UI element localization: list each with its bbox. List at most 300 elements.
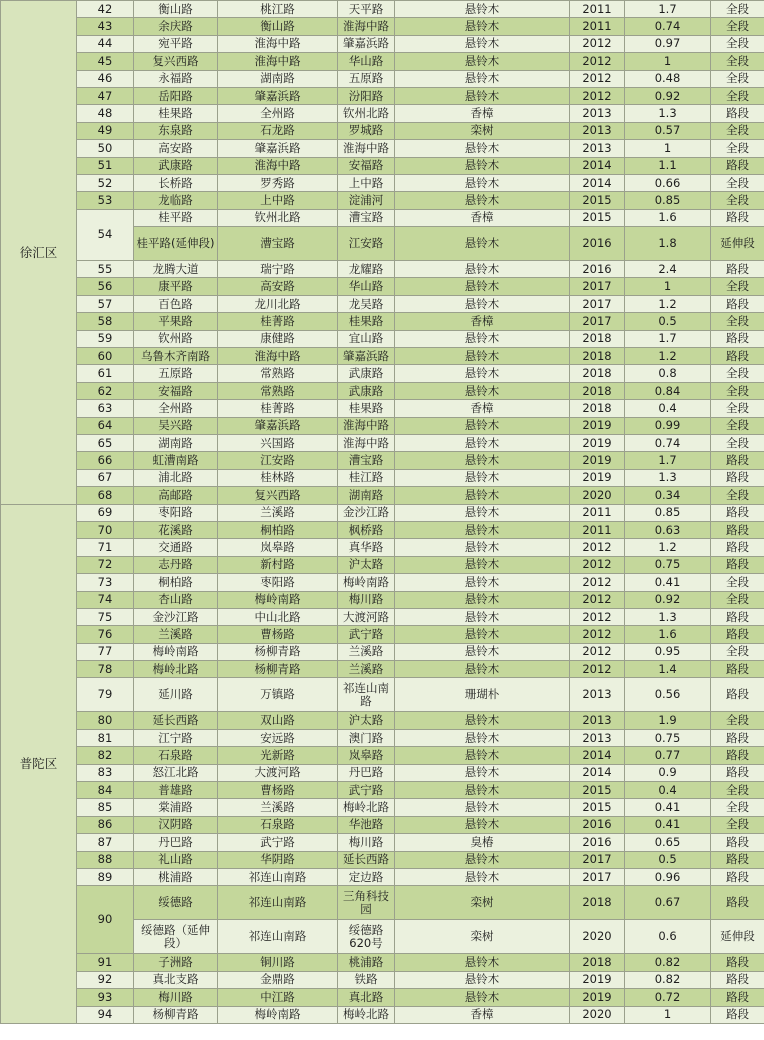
- tree-species-cell: 悬铃木: [395, 989, 570, 1006]
- row-number-cell: 45: [77, 53, 134, 70]
- start-road-cell: 常熟路: [218, 382, 338, 399]
- road-name-cell: 复兴西路: [134, 53, 218, 70]
- year-cell: 2012: [570, 539, 625, 556]
- segment-type-cell: 路段: [711, 469, 764, 486]
- segment-type-cell: 全段: [711, 1, 764, 18]
- table-row: [1, 851, 764, 868]
- end-road-cell: 肇嘉浜路: [338, 35, 395, 52]
- table-row: [1, 365, 764, 382]
- end-road-cell: 武宁路: [338, 782, 395, 799]
- length-km-cell: 0.75: [625, 729, 711, 746]
- tree-species-cell: 悬铃木: [395, 382, 570, 399]
- road-name-cell: 花溪路: [134, 521, 218, 538]
- row-number-cell: 62: [77, 382, 134, 399]
- tree-species-cell: 臭椿: [395, 834, 570, 851]
- segment-type-cell: 全段: [711, 574, 764, 591]
- end-road-cell: 丹巴路: [338, 764, 395, 781]
- row-number-cell: 80: [77, 712, 134, 729]
- length-km-cell: 0.74: [625, 434, 711, 451]
- length-km-cell: 0.66: [625, 174, 711, 191]
- road-name-cell: 梅岭南路: [134, 643, 218, 660]
- tree-species-cell: 悬铃木: [395, 330, 570, 347]
- year-cell: 2012: [570, 53, 625, 70]
- table-row: [1, 87, 764, 104]
- row-number-cell: 83: [77, 764, 134, 781]
- segment-type-cell: 全段: [711, 591, 764, 608]
- tree-species-cell: 悬铃木: [395, 799, 570, 816]
- tree-species-cell: 悬铃木: [395, 192, 570, 209]
- year-cell: 2015: [570, 782, 625, 799]
- road-name-cell: 真北支路: [134, 971, 218, 988]
- length-km-cell: 2.4: [625, 261, 711, 278]
- tree-species-cell: 栾树: [395, 122, 570, 139]
- segment-type-cell: 全段: [711, 192, 764, 209]
- road-name-cell: 金沙江路: [134, 608, 218, 625]
- tree-species-cell: 悬铃木: [395, 70, 570, 87]
- start-road-cell: 桂菁路: [218, 400, 338, 417]
- year-cell: 2019: [570, 417, 625, 434]
- table-row: [1, 591, 764, 608]
- row-number-cell: 61: [77, 365, 134, 382]
- table-row: [1, 764, 764, 781]
- end-road-cell: 淮海中路: [338, 417, 395, 434]
- start-road-cell: 桐柏路: [218, 521, 338, 538]
- row-number-cell: 93: [77, 989, 134, 1006]
- year-cell: 2013: [570, 140, 625, 157]
- start-road-cell: 常熟路: [218, 365, 338, 382]
- start-road-cell: 罗秀路: [218, 174, 338, 191]
- length-km-cell: 1.8: [625, 227, 711, 261]
- start-road-cell: 双山路: [218, 712, 338, 729]
- table-row: [1, 712, 764, 729]
- length-km-cell: 0.63: [625, 521, 711, 538]
- segment-type-cell: 全段: [711, 365, 764, 382]
- road-name-cell: 全州路: [134, 400, 218, 417]
- length-km-cell: 1.3: [625, 608, 711, 625]
- segment-type-cell: 路段: [711, 834, 764, 851]
- row-number-cell: 68: [77, 487, 134, 504]
- year-cell: 2020: [570, 1006, 625, 1023]
- end-road-cell: 漕宝路: [338, 209, 395, 226]
- year-cell: 2012: [570, 556, 625, 573]
- tree-species-cell: 悬铃木: [395, 868, 570, 885]
- start-road-cell: 大渡河路: [218, 764, 338, 781]
- table-row: [1, 295, 764, 312]
- segment-type-cell: 路段: [711, 295, 764, 312]
- year-cell: 2020: [570, 487, 625, 504]
- year-cell: 2011: [570, 1, 625, 18]
- year-cell: 2013: [570, 122, 625, 139]
- tree-species-cell: 悬铃木: [395, 764, 570, 781]
- road-name-cell: 衡山路: [134, 1, 218, 18]
- road-name-cell: 绥德路（延伸段）: [134, 920, 218, 954]
- length-km-cell: 1.4: [625, 661, 711, 678]
- year-cell: 2012: [570, 661, 625, 678]
- road-name-cell: 康平路: [134, 278, 218, 295]
- tree-species-cell: 悬铃木: [395, 174, 570, 191]
- segment-type-cell: 路段: [711, 1006, 764, 1023]
- road-name-cell: 浦北路: [134, 469, 218, 486]
- end-road-cell: 淮海中路: [338, 140, 395, 157]
- start-road-cell: 兰溪路: [218, 504, 338, 521]
- tree-species-cell: 悬铃木: [395, 504, 570, 521]
- tree-species-cell: 栾树: [395, 920, 570, 954]
- row-number-cell: 52: [77, 174, 134, 191]
- end-road-cell: 桂果路: [338, 400, 395, 417]
- start-road-cell: 肇嘉浜路: [218, 140, 338, 157]
- length-km-cell: 1.7: [625, 1, 711, 18]
- length-km-cell: 0.48: [625, 70, 711, 87]
- start-road-cell: 华阴路: [218, 851, 338, 868]
- start-road-cell: 淮海中路: [218, 53, 338, 70]
- road-name-cell: 龙腾大道: [134, 261, 218, 278]
- table-row: [1, 1006, 764, 1023]
- start-road-cell: 祁连山南路: [218, 886, 338, 920]
- year-cell: 2018: [570, 400, 625, 417]
- table-row: [1, 556, 764, 573]
- length-km-cell: 1: [625, 140, 711, 157]
- segment-type-cell: 延伸段: [711, 227, 764, 261]
- length-km-cell: 1.3: [625, 105, 711, 122]
- row-number-cell: 46: [77, 70, 134, 87]
- length-km-cell: 0.4: [625, 400, 711, 417]
- road-name-cell: 虹漕南路: [134, 452, 218, 469]
- road-name-cell: 吴兴路: [134, 417, 218, 434]
- row-number-cell: 51: [77, 157, 134, 174]
- district-cell: 徐汇区: [1, 1, 77, 505]
- tree-species-cell: 悬铃木: [395, 556, 570, 573]
- road-name-cell: 桃浦路: [134, 868, 218, 885]
- end-road-cell: 绥德路620号: [338, 920, 395, 954]
- length-km-cell: 0.41: [625, 574, 711, 591]
- table-row: [1, 521, 764, 538]
- road-name-cell: 余庆路: [134, 18, 218, 35]
- start-road-cell: 康健路: [218, 330, 338, 347]
- start-road-cell: 淮海中路: [218, 35, 338, 52]
- table-row: [1, 53, 764, 70]
- year-cell: 2018: [570, 348, 625, 365]
- end-road-cell: 桂江路: [338, 469, 395, 486]
- road-name-cell: 宛平路: [134, 35, 218, 52]
- year-cell: 2013: [570, 678, 625, 712]
- segment-type-cell: 全段: [711, 313, 764, 330]
- end-road-cell: 淀浦河: [338, 192, 395, 209]
- tree-species-cell: 香樟: [395, 313, 570, 330]
- start-road-cell: 枣阳路: [218, 574, 338, 591]
- start-road-cell: 石泉路: [218, 816, 338, 833]
- table-row: [1, 261, 764, 278]
- row-number-cell: 65: [77, 434, 134, 451]
- end-road-cell: 桂果路: [338, 313, 395, 330]
- road-name-cell: 东泉路: [134, 122, 218, 139]
- year-cell: 2011: [570, 504, 625, 521]
- road-name-cell: 丹巴路: [134, 834, 218, 851]
- length-km-cell: 0.92: [625, 87, 711, 104]
- table-row: [1, 886, 764, 920]
- row-number-cell: 86: [77, 816, 134, 833]
- tree-species-cell: 香樟: [395, 1006, 570, 1023]
- row-number-cell: 73: [77, 574, 134, 591]
- road-name-cell: 梅岭北路: [134, 661, 218, 678]
- road-name-cell: 高安路: [134, 140, 218, 157]
- table-row: [1, 487, 764, 504]
- segment-type-cell: 全段: [711, 140, 764, 157]
- end-road-cell: 岚皋路: [338, 747, 395, 764]
- road-name-cell: 普雄路: [134, 782, 218, 799]
- table-row: [1, 971, 764, 988]
- tree-species-cell: 悬铃木: [395, 87, 570, 104]
- start-road-cell: 梅岭南路: [218, 1006, 338, 1023]
- end-road-cell: 梅川路: [338, 834, 395, 851]
- end-road-cell: 定边路: [338, 868, 395, 885]
- table-body: [1, 1, 764, 1024]
- year-cell: 2016: [570, 227, 625, 261]
- end-road-cell: 真华路: [338, 539, 395, 556]
- row-number-cell: 56: [77, 278, 134, 295]
- start-road-cell: 杨柳青路: [218, 643, 338, 660]
- table-row: [1, 989, 764, 1006]
- length-km-cell: 1.3: [625, 469, 711, 486]
- year-cell: 2014: [570, 174, 625, 191]
- road-name-cell: 岳阳路: [134, 87, 218, 104]
- start-road-cell: 兰溪路: [218, 799, 338, 816]
- segment-type-cell: 路段: [711, 452, 764, 469]
- road-name-cell: 怒江北路: [134, 764, 218, 781]
- length-km-cell: 0.84: [625, 382, 711, 399]
- start-road-cell: 湖南路: [218, 70, 338, 87]
- segment-type-cell: 路段: [711, 261, 764, 278]
- row-number-cell: 91: [77, 954, 134, 971]
- end-road-cell: 上中路: [338, 174, 395, 191]
- end-road-cell: 肇嘉浜路: [338, 348, 395, 365]
- road-name-cell: 绥德路: [134, 886, 218, 920]
- segment-type-cell: 路段: [711, 157, 764, 174]
- table-row: [1, 174, 764, 191]
- table-row: [1, 122, 764, 139]
- year-cell: 2019: [570, 434, 625, 451]
- table-row: [1, 192, 764, 209]
- segment-type-cell: 全段: [711, 434, 764, 451]
- length-km-cell: 0.67: [625, 886, 711, 920]
- end-road-cell: 江安路: [338, 227, 395, 261]
- road-name-cell: 延川路: [134, 678, 218, 712]
- year-cell: 2013: [570, 729, 625, 746]
- start-road-cell: 铜川路: [218, 954, 338, 971]
- length-km-cell: 0.41: [625, 816, 711, 833]
- row-number-cell: 69: [77, 504, 134, 521]
- table-row: [1, 816, 764, 833]
- row-number-cell: 78: [77, 661, 134, 678]
- segment-type-cell: 延伸段: [711, 920, 764, 954]
- start-road-cell: 淮海中路: [218, 348, 338, 365]
- start-road-cell: 淮海中路: [218, 157, 338, 174]
- segment-type-cell: 全段: [711, 782, 764, 799]
- end-road-cell: 梅川路: [338, 591, 395, 608]
- tree-species-cell: 悬铃木: [395, 626, 570, 643]
- length-km-cell: 1.2: [625, 348, 711, 365]
- end-road-cell: 沪太路: [338, 712, 395, 729]
- table-row: [1, 18, 764, 35]
- table-row: [1, 1, 764, 18]
- start-road-cell: 金鼎路: [218, 971, 338, 988]
- tree-species-cell: 悬铃木: [395, 643, 570, 660]
- segment-type-cell: 全段: [711, 816, 764, 833]
- start-road-cell: 衡山路: [218, 18, 338, 35]
- end-road-cell: 龙吴路: [338, 295, 395, 312]
- tree-species-cell: 栾树: [395, 886, 570, 920]
- year-cell: 2011: [570, 521, 625, 538]
- segment-type-cell: 路段: [711, 971, 764, 988]
- road-name-cell: 梅川路: [134, 989, 218, 1006]
- start-road-cell: 桂林路: [218, 469, 338, 486]
- length-km-cell: 1: [625, 53, 711, 70]
- table-row: [1, 678, 764, 712]
- end-road-cell: 武宁路: [338, 626, 395, 643]
- tree-species-cell: 悬铃木: [395, 157, 570, 174]
- length-km-cell: 0.56: [625, 678, 711, 712]
- end-road-cell: 华山路: [338, 278, 395, 295]
- road-name-cell: 永福路: [134, 70, 218, 87]
- end-road-cell: 漕宝路: [338, 452, 395, 469]
- tree-species-cell: 香樟: [395, 400, 570, 417]
- segment-type-cell: 路段: [711, 556, 764, 573]
- tree-species-cell: 香樟: [395, 209, 570, 226]
- row-number-cell: 72: [77, 556, 134, 573]
- table-row: [1, 782, 764, 799]
- table-row: [1, 452, 764, 469]
- table-row: [1, 209, 764, 226]
- segment-type-cell: 全段: [711, 70, 764, 87]
- road-name-cell: 桂平路: [134, 209, 218, 226]
- row-number-cell: 59: [77, 330, 134, 347]
- row-number-cell: 54: [77, 209, 134, 260]
- row-number-cell: 43: [77, 18, 134, 35]
- start-road-cell: 兴国路: [218, 434, 338, 451]
- start-road-cell: 桂菁路: [218, 313, 338, 330]
- year-cell: 2012: [570, 35, 625, 52]
- table-row: [1, 330, 764, 347]
- table-row: [1, 608, 764, 625]
- row-number-cell: 47: [77, 87, 134, 104]
- tree-species-cell: 悬铃木: [395, 954, 570, 971]
- end-road-cell: 华山路: [338, 53, 395, 70]
- end-road-cell: 淮海中路: [338, 18, 395, 35]
- year-cell: 2012: [570, 608, 625, 625]
- start-road-cell: 中江路: [218, 989, 338, 1006]
- length-km-cell: 1.7: [625, 452, 711, 469]
- segment-type-cell: 路段: [711, 209, 764, 226]
- table-row: [1, 278, 764, 295]
- start-road-cell: 梅岭南路: [218, 591, 338, 608]
- table-row: [1, 626, 764, 643]
- table-row: [1, 348, 764, 365]
- year-cell: 2012: [570, 643, 625, 660]
- road-name-cell: 高邮路: [134, 487, 218, 504]
- road-name-cell: 枣阳路: [134, 504, 218, 521]
- table-row: [1, 661, 764, 678]
- table-row: [1, 35, 764, 52]
- year-cell: 2012: [570, 70, 625, 87]
- table-row: [1, 504, 764, 521]
- segment-type-cell: 路段: [711, 729, 764, 746]
- length-km-cell: 0.97: [625, 35, 711, 52]
- start-road-cell: 高安路: [218, 278, 338, 295]
- segment-type-cell: 路段: [711, 747, 764, 764]
- segment-type-cell: 路段: [711, 348, 764, 365]
- year-cell: 2016: [570, 834, 625, 851]
- road-name-cell: 湖南路: [134, 434, 218, 451]
- segment-type-cell: 路段: [711, 330, 764, 347]
- row-number-cell: 92: [77, 971, 134, 988]
- row-number-cell: 60: [77, 348, 134, 365]
- table-row: [1, 799, 764, 816]
- row-number-cell: 76: [77, 626, 134, 643]
- tree-species-cell: 悬铃木: [395, 539, 570, 556]
- end-road-cell: 钦州北路: [338, 105, 395, 122]
- length-km-cell: 1.1: [625, 157, 711, 174]
- year-cell: 2018: [570, 954, 625, 971]
- length-km-cell: 0.95: [625, 643, 711, 660]
- segment-type-cell: 路段: [711, 105, 764, 122]
- tree-species-cell: 悬铃木: [395, 261, 570, 278]
- tree-species-cell: 悬铃木: [395, 278, 570, 295]
- end-road-cell: 枫桥路: [338, 521, 395, 538]
- length-km-cell: 0.85: [625, 192, 711, 209]
- start-road-cell: 安远路: [218, 729, 338, 746]
- tree-species-cell: 悬铃木: [395, 521, 570, 538]
- table-row: [1, 954, 764, 971]
- start-road-cell: 钦州北路: [218, 209, 338, 226]
- year-cell: 2017: [570, 278, 625, 295]
- road-name-cell: 长桥路: [134, 174, 218, 191]
- row-number-cell: 81: [77, 729, 134, 746]
- road-name-cell: 汉阴路: [134, 816, 218, 833]
- start-road-cell: 武宁路: [218, 834, 338, 851]
- row-number-cell: 71: [77, 539, 134, 556]
- tree-species-cell: 悬铃木: [395, 782, 570, 799]
- segment-type-cell: 全段: [711, 799, 764, 816]
- end-road-cell: 武康路: [338, 382, 395, 399]
- segment-type-cell: 全段: [711, 417, 764, 434]
- row-number-cell: 85: [77, 799, 134, 816]
- end-road-cell: 华池路: [338, 816, 395, 833]
- row-number-cell: 48: [77, 105, 134, 122]
- district-cell: 普陀区: [1, 504, 77, 1023]
- year-cell: 2017: [570, 313, 625, 330]
- segment-type-cell: 路段: [711, 851, 764, 868]
- tree-species-cell: 悬铃木: [395, 18, 570, 35]
- road-name-cell: 桐柏路: [134, 574, 218, 591]
- segment-type-cell: 路段: [711, 764, 764, 781]
- start-road-cell: 曹杨路: [218, 782, 338, 799]
- start-road-cell: 肇嘉浜路: [218, 417, 338, 434]
- end-road-cell: 兰溪路: [338, 643, 395, 660]
- row-number-cell: 44: [77, 35, 134, 52]
- start-road-cell: 石龙路: [218, 122, 338, 139]
- start-road-cell: 岚皋路: [218, 539, 338, 556]
- length-km-cell: 1.2: [625, 295, 711, 312]
- tree-species-cell: 悬铃木: [395, 851, 570, 868]
- end-road-cell: 湖南路: [338, 487, 395, 504]
- end-road-cell: 大渡河路: [338, 608, 395, 625]
- table-row: [1, 574, 764, 591]
- table-row: [1, 400, 764, 417]
- road-name-cell: 杨柳青路: [134, 1006, 218, 1023]
- length-km-cell: 0.6: [625, 920, 711, 954]
- length-km-cell: 0.75: [625, 556, 711, 573]
- row-number-cell: 77: [77, 643, 134, 660]
- row-number-cell: 58: [77, 313, 134, 330]
